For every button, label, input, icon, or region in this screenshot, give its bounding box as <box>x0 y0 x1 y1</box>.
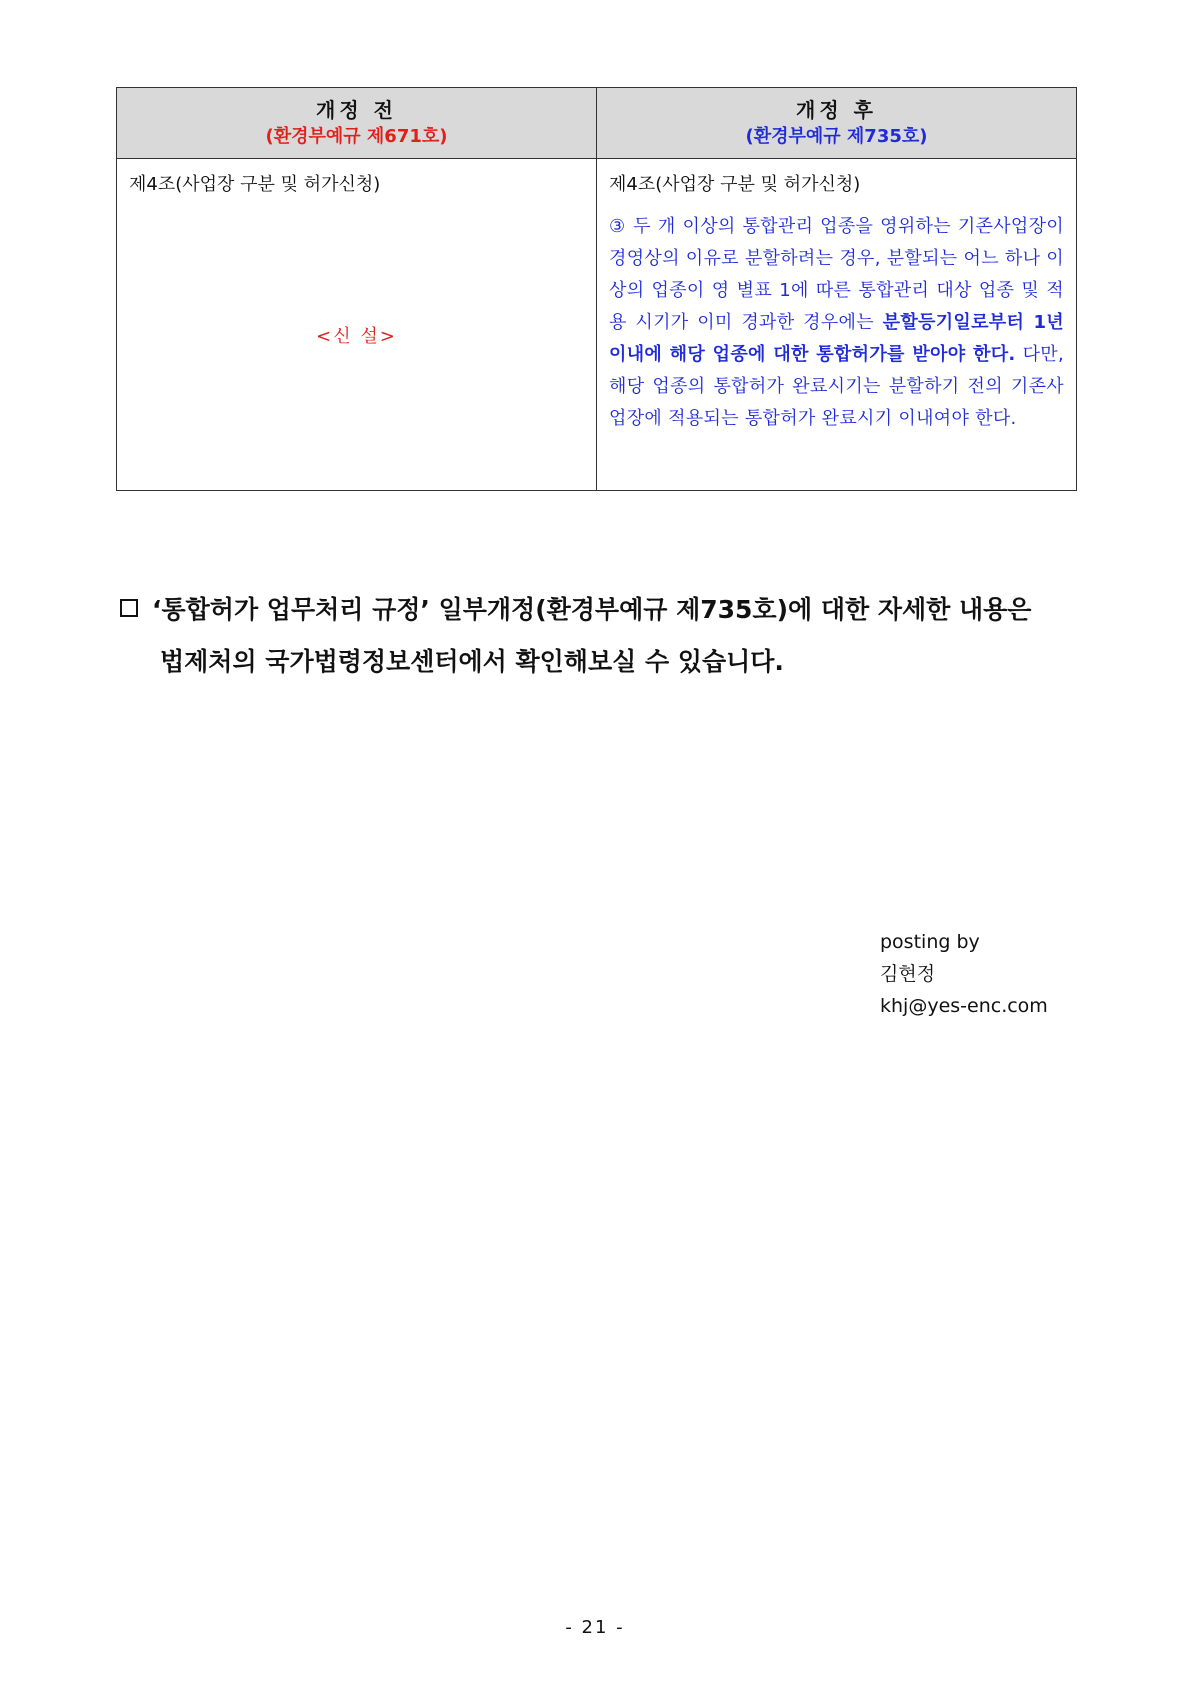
page-number: - 21 - <box>565 1617 625 1638</box>
before-title: 개정 전 <box>316 98 397 122</box>
notice-paragraph <box>120 584 1080 688</box>
after-subtitle: (환경부예규 제735호) <box>745 126 928 147</box>
checkbox-square-icon <box>120 599 138 617</box>
before-article-heading: 제4조(사업장 구분 및 허가신청) <box>129 174 381 195</box>
table-body-row <box>117 159 1077 491</box>
posting-email: khj@yes-enc.com <box>880 995 1048 1017</box>
table-header-row <box>117 88 1077 159</box>
after-title: 개정 후 <box>796 98 877 122</box>
amendment-comparison-table <box>116 87 1077 491</box>
amended-clause-emphasis: 분할등기일로부터 1년 이내에 해당 업종에 대한 통합허가를 받아야 한다. <box>609 312 1064 365</box>
new-provision-tag: <신 설> <box>316 326 397 347</box>
amended-clause-part2: 다만, 해당 업종의 통합허가 완료시기는 분할하기 전의 기존사업장에 적용되는 통합허가 완료시기 이내여야 한다. <box>609 344 1065 429</box>
after-header <box>597 88 1077 159</box>
before-header <box>117 88 597 159</box>
after-cell <box>597 159 1077 491</box>
posting-author: 김현정 <box>880 963 936 985</box>
posting-signature <box>880 926 1048 1022</box>
before-cell <box>117 159 597 491</box>
notice-line-1 <box>120 584 1080 636</box>
posting-label: posting by <box>880 931 980 953</box>
after-article-heading: 제4조(사업장 구분 및 허가신청) <box>609 174 861 195</box>
amended-clause-text <box>609 211 1064 435</box>
notice-line-2: 법제처의 국가법령정보센터에서 확인해보실 수 있습니다. <box>160 647 784 676</box>
notice-line-1-text: ‘통합허가 업무처리 규정’ 일부개정(환경부예규 제735호)에 대한 자세한 내용은 <box>152 595 1032 624</box>
amended-clause-part1: ③ 두 개 이상의 통합관리 업종을 영위하는 기존사업장이 경영상의 이유로 분할하려는 경우, 분할되는 어느 하나 이상의 업종이 영 별표 1에 따른 통합관리 대상 업종 및 적용 시기가 이미 경과한 경우에는 <box>609 216 1064 333</box>
before-subtitle: (환경부예규 제671호) <box>265 126 448 147</box>
